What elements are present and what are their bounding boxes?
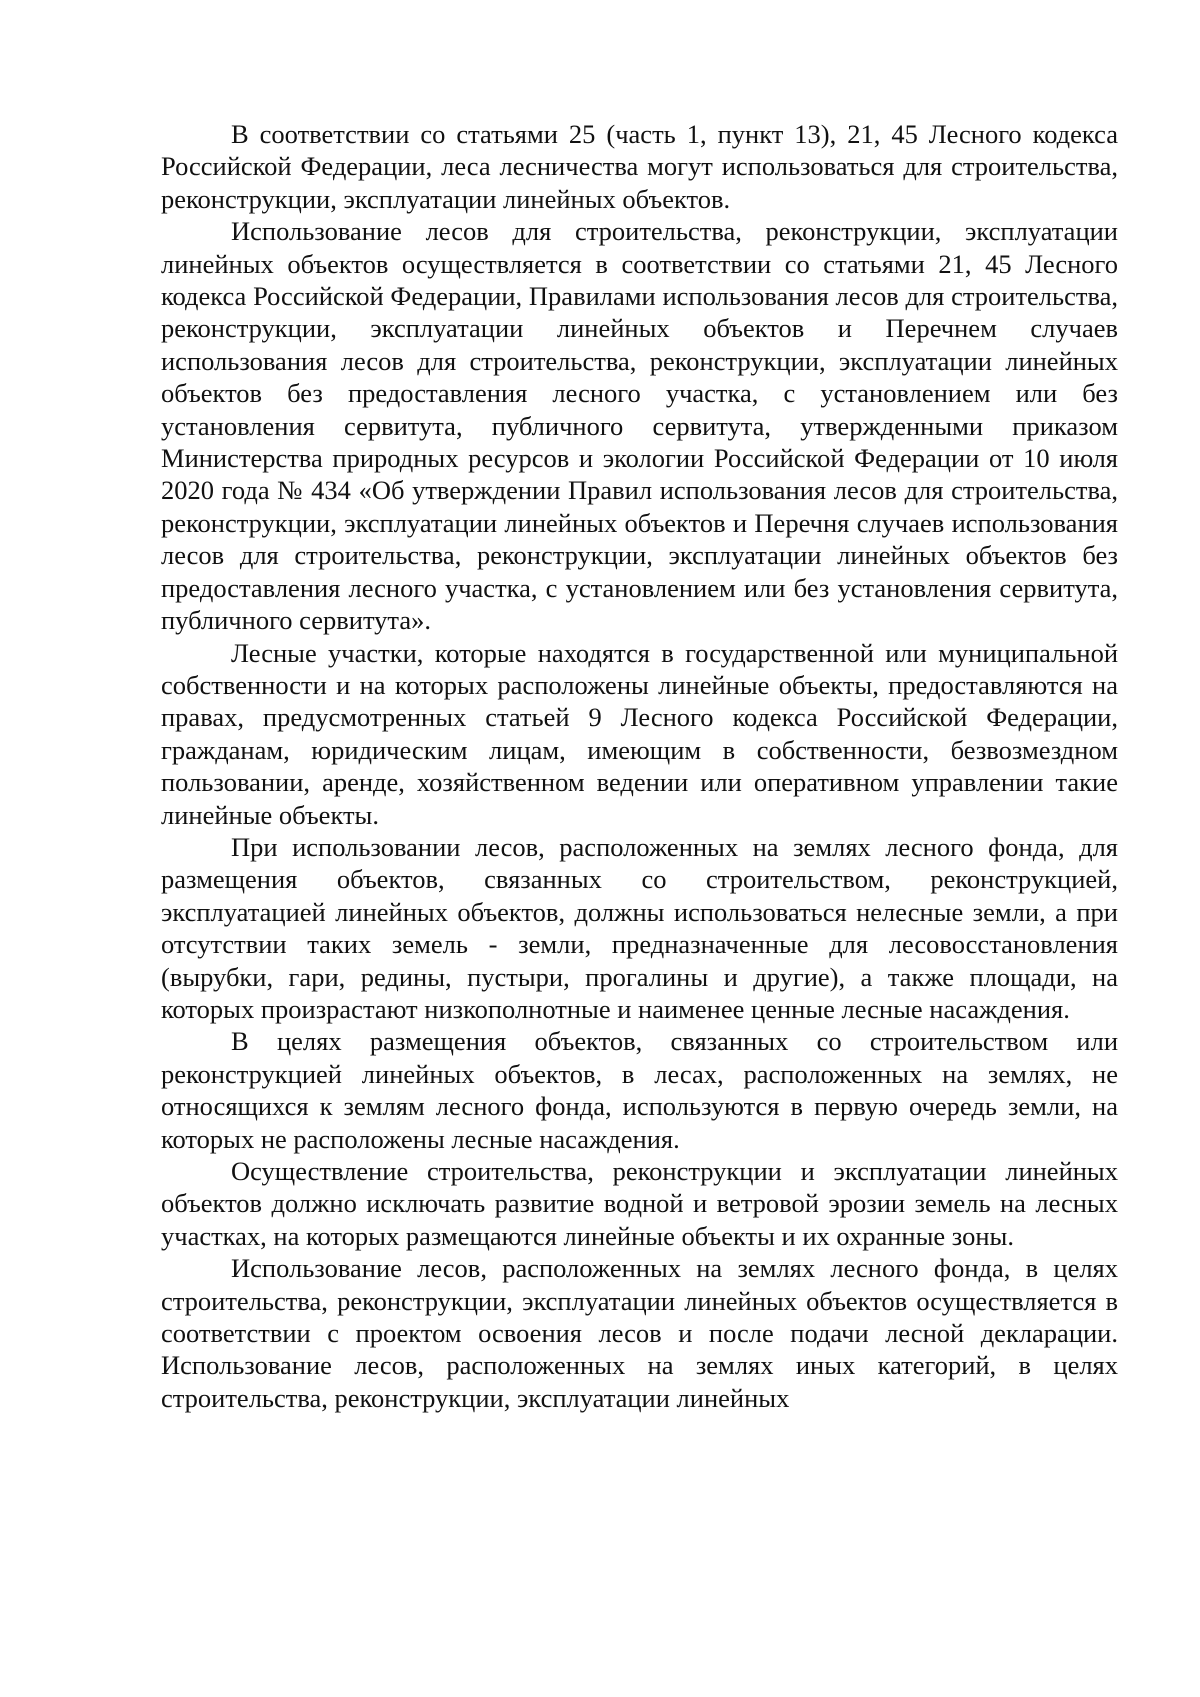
paragraph-7: Использование лесов, расположенных на землях лесного фонда, в целях строительства, реконструкции, эксплуатации линейных объектов осуществляется в соответствии с проектом освоения лесов и после подачи лесной декларации. Использование лесов, расположенных на землях иных категорий, в целях строительства, реконструкции, эксплуатации линейных [161, 1253, 1118, 1413]
paragraph-1: В соответствии со статьями 25 (часть 1, пункт 13), 21, 45 Лесного кодекса Российской Федерации, леса лесничества могут использоваться для строительства, реконструкции, эксплуатации линейных объектов. [161, 119, 1118, 214]
paragraph-2: Использование лесов для строительства, реконструкции, эксплуатации линейных объектов осуществляется в соответствии со статьями 21, 45 Лесного кодекса Российской Федерации, Правилами использования лесов для строительства, реконструкции, эксплуатации линейных объектов и Перечнем случаев использования лесов для строительства, реконструкции, эксплуатации линейных объектов без предоставления лесного участка, с установлением или без установления сервитута, публичного сервитута, утвержденными приказом Министерства природных ресурсов и экологии Российской Федерации от 10 июля 2020 года № 434 «Об утверждении Правил использования лесов для строительства, реконструкции, эксплуатации линейных объектов и Перечня случаев использования лесов для строительства, реконструкции, эксплуатации линейных объектов без предоставления лесного участка, с установлением или без установления сервитута, публичного сервитута». [161, 216, 1118, 636]
paragraph-3: Лесные участки, которые находятся в государственной или муниципальной собственности и на которых расположены линейные объекты, предоставляются на правах, предусмотренных статьей 9 Лесного кодекса Российской Федерации, гражданам, юридическим лицам, имеющим в собственности, безвозмездном пользовании, аренде, хозяйственном ведении или оперативном управлении такие линейные объекты. [161, 637, 1118, 830]
document-page [161, 118, 1118, 1414]
paragraph-4: При использовании лесов, расположенных на землях лесного фонда, для размещения объектов, связанных со строительством, реконструкцией, эксплуатацией линейных объектов, должны использоваться нелесные земли, а при отсутствии таких земель - земли, предназначенные для лесовосстановления (вырубки, гари, редины, пустыри, прогалины и другие), а также площади, на которых произрастают низкополнотные и наименее ценные лесные насаждения. [161, 831, 1118, 1024]
paragraph-6: Осуществление строительства, реконструкции и эксплуатации линейных объектов должно исключать развитие водной и ветровой эрозии земель на лесных участках, на которых размещаются линейные объекты и их охранные зоны. [161, 1156, 1118, 1251]
paragraph-5: В целях размещения объектов, связанных со строительством или реконструкцией линейных объектов, в лесах, расположенных на землях, не относящихся к землям лесного фонда, используются в первую очередь земли, на которых не расположены лесные насаждения. [161, 1026, 1118, 1154]
